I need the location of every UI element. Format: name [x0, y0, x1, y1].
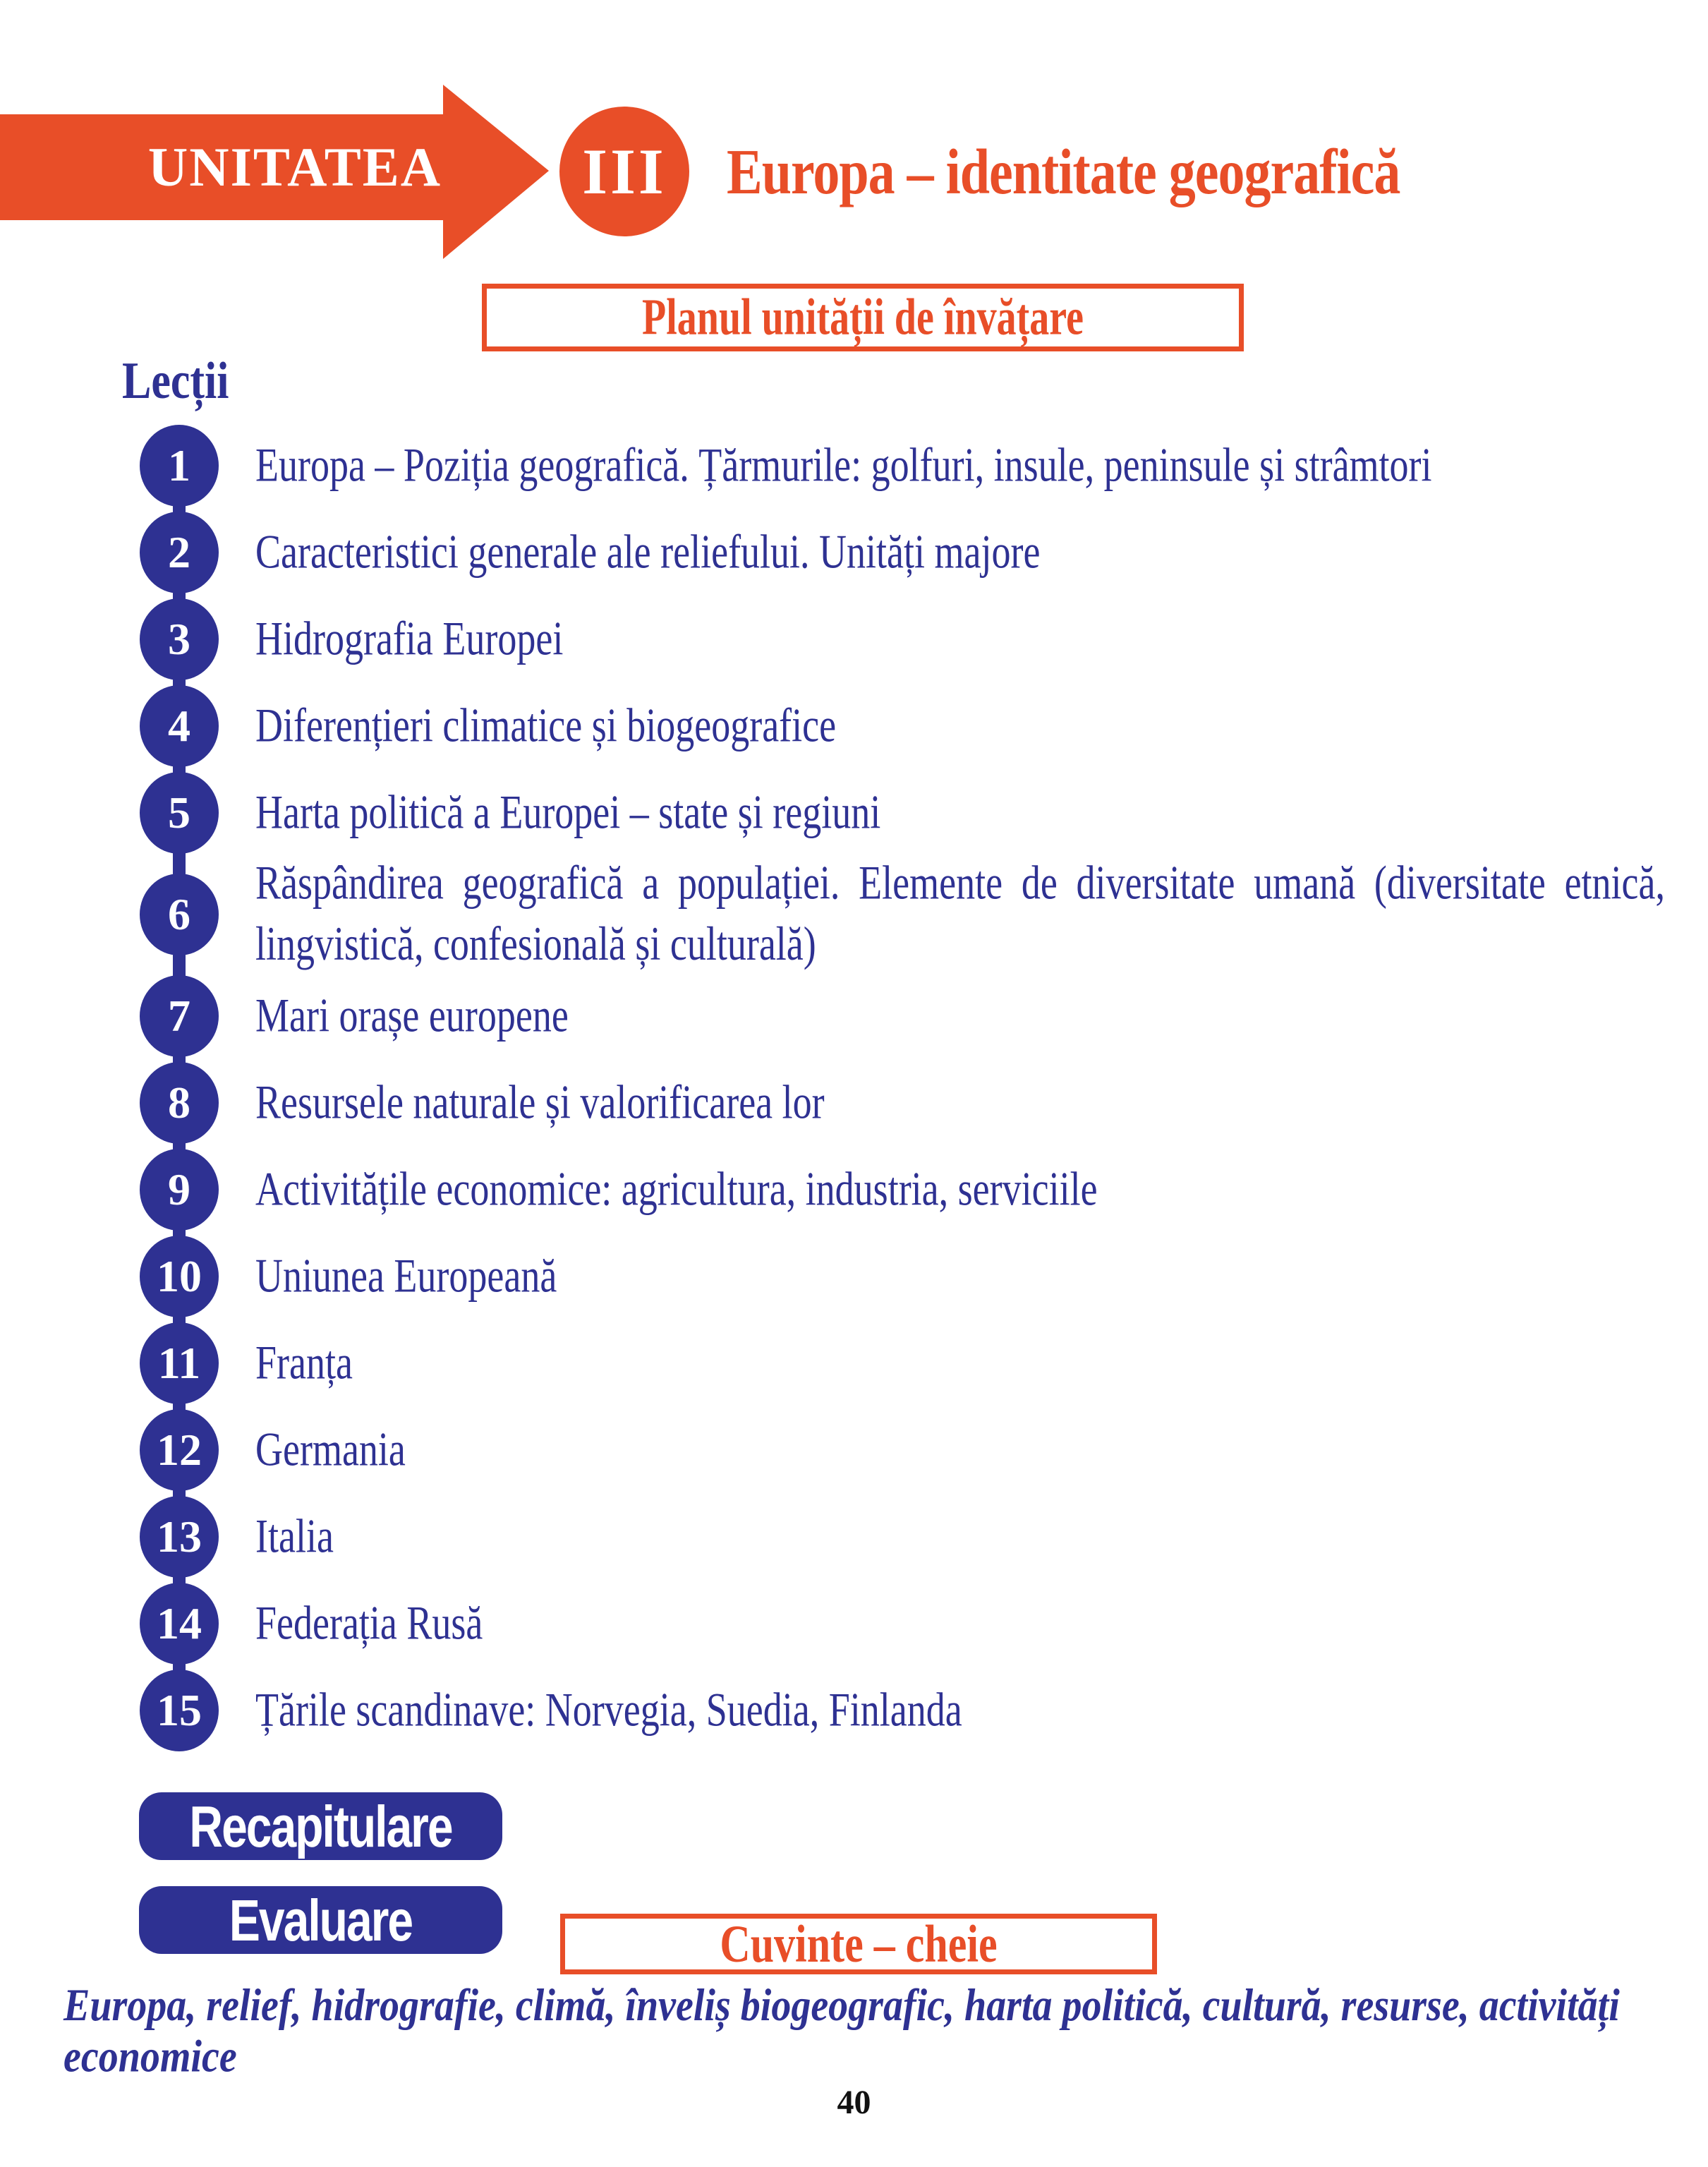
lesson-number-badge — [140, 685, 219, 767]
lesson-number-badge — [140, 772, 219, 854]
lesson-number-badge — [140, 1149, 219, 1231]
lesson-number: 13 — [157, 1511, 202, 1562]
lesson-number-badge — [140, 1322, 219, 1404]
lesson-item — [140, 1233, 1678, 1320]
unit-title — [727, 126, 1658, 219]
lesson-title: Activitățile economice: agricultura, industria, serviciile — [255, 1162, 1098, 1216]
lesson-number: 9 — [168, 1164, 190, 1214]
lesson-number-badge — [140, 425, 219, 507]
lesson-item — [140, 596, 1678, 682]
lesson-number: 1 — [168, 440, 190, 490]
lesson-number: 15 — [157, 1684, 202, 1735]
plan-banner-label: Planul unității de învățare — [642, 289, 1084, 346]
lesson-title: Diferențieri climatice și biogeografice — [255, 699, 837, 752]
lesson-number: 12 — [157, 1424, 202, 1475]
lesson-title: Caracteristici generale ale reliefului. Unități majore — [255, 525, 1041, 579]
lesson-number: 5 — [168, 787, 190, 838]
lesson-item — [140, 856, 1678, 972]
lesson-item — [140, 1580, 1678, 1667]
lesson-title: Federația Rusă — [255, 1596, 483, 1650]
lesson-number-badge — [140, 1583, 219, 1665]
lesson-number-badge — [140, 874, 219, 955]
plan-banner-box — [482, 284, 1244, 351]
lesson-title: Resursele naturale și valorificarea lor — [255, 1075, 825, 1129]
lesson-item — [140, 509, 1678, 596]
lesson-number: 2 — [168, 526, 190, 577]
unit-number: III — [582, 135, 667, 207]
lesson-number-badge — [140, 975, 219, 1057]
lesson-item — [140, 682, 1678, 769]
lesson-number: 10 — [157, 1250, 202, 1301]
evaluare-button-label: Evaluare — [229, 1887, 413, 1953]
lesson-number: 6 — [168, 888, 190, 939]
lesson-item — [140, 1493, 1678, 1580]
unit-label: UNITATEA — [147, 136, 442, 198]
lesson-number: 3 — [168, 613, 190, 664]
lesson-title: Germania — [255, 1423, 406, 1476]
lesson-title: Italia — [255, 1509, 334, 1563]
lesson-number-badge — [140, 598, 219, 680]
lesson-number-badge — [140, 1236, 219, 1317]
recapitulare-button[interactable] — [139, 1792, 502, 1860]
lesson-title: Răspândirea geografică a populației. Elemente de diversitate umană (diversitate etnică, lingvistică, confesională și culturală) — [255, 857, 1665, 971]
lesson-title: Mari orașe europene — [255, 989, 569, 1042]
lesson-item — [140, 769, 1678, 856]
lessons-heading: Lecții — [122, 352, 229, 410]
lesson-number-badge — [140, 512, 219, 593]
lesson-item — [140, 1320, 1678, 1406]
recapitulare-button-label: Recapitulare — [189, 1793, 452, 1859]
lesson-number: 11 — [157, 1337, 201, 1388]
lesson-title: Europa – Poziția geografică. Țărmurile: golfuri, insule, peninsule și strâmtori — [255, 438, 1432, 492]
lesson-number: 4 — [168, 700, 190, 751]
lesson-number-badge — [140, 1062, 219, 1144]
keywords-banner-label: Cuvinte – cheie — [720, 1914, 998, 1973]
unit-title-text: Europa – identitate geografică — [727, 136, 1400, 207]
keywords-text: Europa, relief, hidrografie, climă, înveliș biogeografic, harta politică, cultură, resurse, activități economice — [63, 1980, 1620, 2082]
lesson-item — [140, 1406, 1678, 1493]
lesson-title: Harta politică a Europei – state și regiuni — [255, 785, 881, 839]
page-number: 40 — [837, 2084, 871, 2121]
lesson-item — [140, 1146, 1678, 1233]
lesson-number-badge — [140, 1409, 219, 1491]
lesson-item — [140, 1667, 1678, 1753]
lesson-item — [140, 972, 1678, 1059]
lesson-title: Uniunea Europeană — [255, 1249, 557, 1303]
lesson-item — [140, 1059, 1678, 1146]
evaluare-button[interactable] — [139, 1886, 502, 1954]
lesson-number-badge — [140, 1496, 219, 1578]
lesson-number: 14 — [157, 1598, 202, 1648]
lesson-item — [140, 422, 1678, 509]
lesson-title: Hidrografia Europei — [255, 612, 564, 665]
lesson-number: 7 — [168, 990, 190, 1041]
lesson-title: Franța — [255, 1336, 353, 1389]
lessons-list — [140, 422, 1678, 1753]
keywords-banner-box — [560, 1914, 1157, 1974]
lesson-title: Țările scandinave: Norvegia, Suedia, Finlanda — [255, 1683, 962, 1737]
lesson-number: 8 — [168, 1077, 190, 1128]
lesson-number-badge — [140, 1670, 219, 1751]
